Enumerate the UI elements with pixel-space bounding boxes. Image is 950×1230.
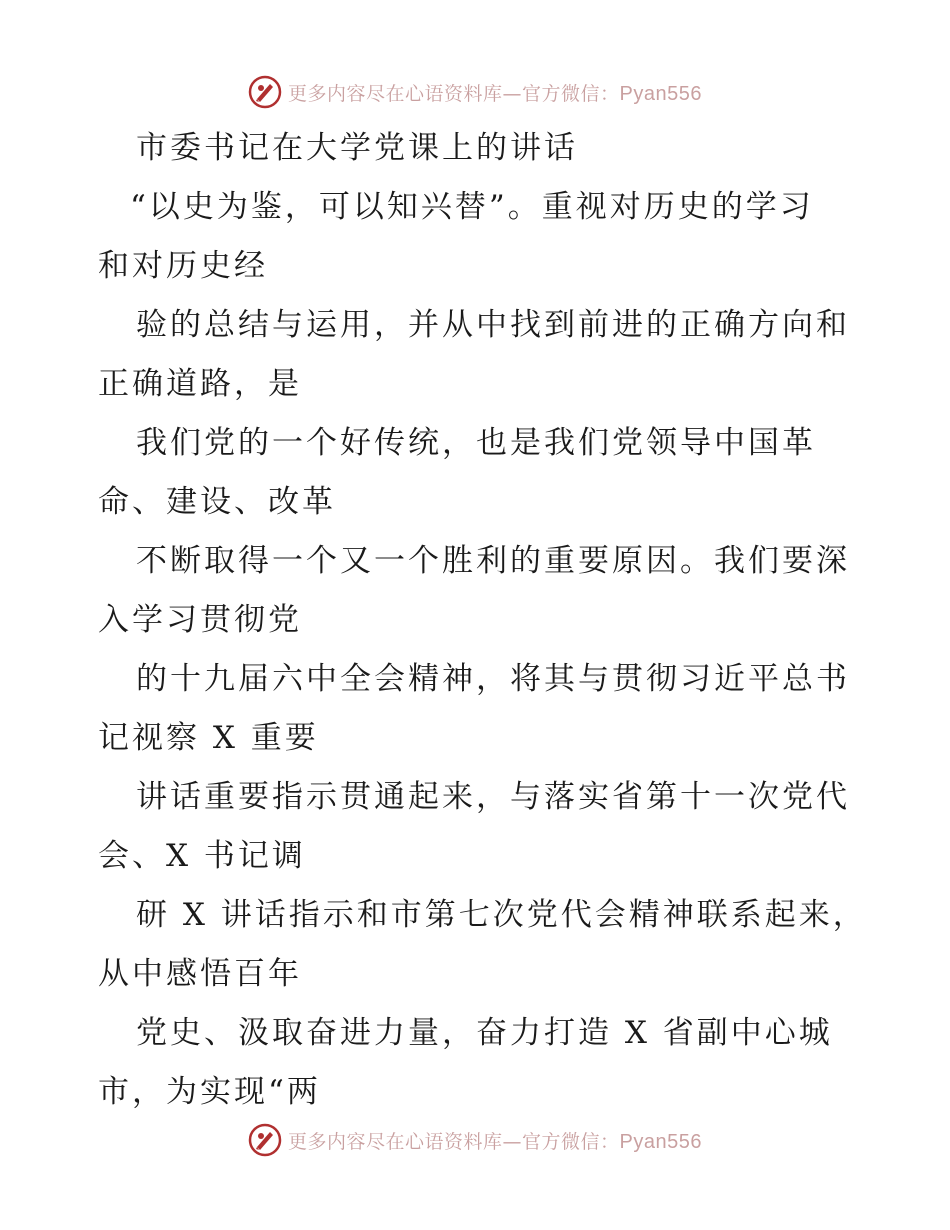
footer-banner (0, 1120, 950, 1160)
text-line: 入学习贯彻党 (98, 602, 302, 638)
text-line: 市，为实现“两 (98, 1074, 321, 1110)
wechat-id: Pyan556 (619, 1130, 702, 1153)
text-line: 党史、汲取奋进力量，奋力打造 X 省副中心城 (136, 1015, 833, 1051)
text-line: 从中感悟百年 (98, 956, 302, 992)
text-line: 记视察 X 重要 (98, 720, 319, 756)
header-banner (0, 72, 950, 112)
logo-icon (248, 1123, 282, 1157)
text-line: 验的总结与运用，并从中找到前进的正确方向和 (136, 307, 850, 343)
text-line: 命、建设、改革 (98, 484, 336, 520)
text-line: 和对历史经 (98, 248, 268, 284)
text-line: 会、X 书记调 (98, 838, 306, 874)
text-line: 正确道路，是 (98, 366, 302, 402)
banner-text: 更多内容尽在心语资料库—官方微信：Pyan556 (288, 1130, 702, 1153)
text-line: 讲话重要指示贯通起来，与落实省第十一次党代 (136, 779, 850, 815)
text-line: 不断取得一个又一个胜利的重要原因。我们要深 (136, 543, 850, 579)
text-line: 我们党的一个好传统，也是我们党领导中国革 (136, 425, 816, 461)
text-line: 研 X 讲话指示和市第七次党代会精神联系起来， (136, 897, 867, 933)
logo-icon (248, 75, 282, 109)
text-line: 的十九届六中全会精神，将其与贯彻习近平总书 (136, 661, 850, 697)
wechat-id: Pyan556 (619, 82, 702, 105)
banner-text: 更多内容尽在心语资料库—官方微信：Pyan556 (288, 82, 702, 105)
document-title: 市委书记在大学党课上的讲话 (136, 130, 578, 166)
text-line: “以史为鉴，可以知兴替”。重视对历史的学习 (130, 189, 814, 225)
